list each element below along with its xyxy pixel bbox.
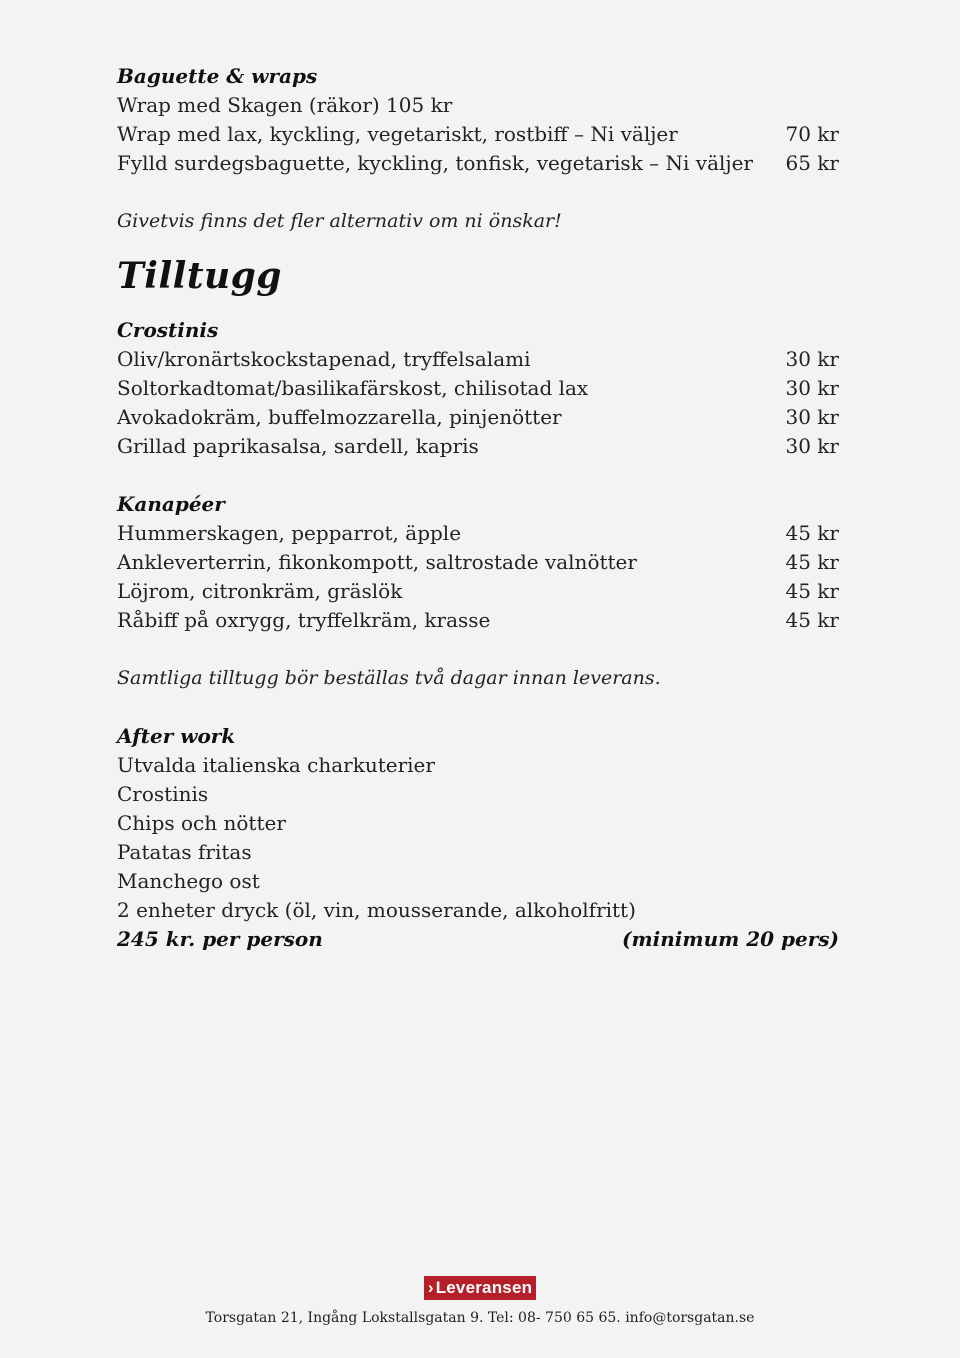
item-price: 45 kr bbox=[785, 521, 839, 545]
item-name: Oliv/kronärtskockstapenad, tryffelsalami bbox=[117, 347, 531, 371]
menu-item bbox=[117, 606, 839, 635]
leveransen-logo bbox=[424, 1276, 536, 1300]
afterwork-minimum: (minimum 20 pers) bbox=[622, 927, 839, 951]
item-name: Soltorkadtomat/basilikafärskost, chilisotad lax bbox=[117, 376, 589, 400]
list-item bbox=[117, 809, 839, 838]
item-name: Wrap med Skagen (räkor) 105 kr bbox=[117, 93, 453, 117]
item-name: Fylld surdegsbaguette, kyckling, tonfisk, vegetarisk – Ni väljer bbox=[117, 151, 753, 175]
footer-address: Torsgatan 21, Ingång Lokstallsgatan 9. Tel: 08- 750 65 65. info@torsgatan.se bbox=[205, 1310, 755, 1326]
item-name: Manchego ost bbox=[117, 869, 260, 893]
menu-item bbox=[117, 519, 839, 548]
list-item bbox=[117, 867, 839, 896]
item-price: 30 kr bbox=[785, 405, 839, 429]
menu-item bbox=[117, 432, 839, 461]
item-name: Löjrom, citronkräm, gräslök bbox=[117, 579, 403, 603]
menu-item bbox=[117, 120, 839, 149]
menu-item bbox=[117, 345, 839, 374]
menu-item bbox=[117, 577, 839, 606]
arrow-icon: › bbox=[427, 1278, 434, 1297]
item-price: 65 kr bbox=[785, 151, 839, 175]
afterwork-heading: After work bbox=[117, 724, 236, 748]
crostinis-heading: Crostinis bbox=[117, 318, 219, 342]
item-name: Chips och nötter bbox=[117, 811, 286, 835]
item-name: Avokadokräm, buffelmozzarella, pinjenötter bbox=[117, 405, 562, 429]
item-name: 2 enheter dryck (öl, vin, mousserande, alkoholfritt) bbox=[117, 898, 636, 922]
list-item bbox=[117, 751, 839, 780]
item-price: 70 kr bbox=[785, 122, 839, 146]
baguette-note: Givetvis finns det fler alternativ om ni önskar! bbox=[117, 210, 562, 232]
item-name: Hummerskagen, pepparrot, äpple bbox=[117, 521, 462, 545]
menu-item bbox=[117, 149, 839, 178]
item-name: Patatas fritas bbox=[117, 840, 252, 864]
kanapeer-note: Samtliga tilltugg bör beställas två dagar innan leverans. bbox=[117, 667, 661, 689]
menu-item bbox=[117, 403, 839, 432]
item-price: 45 kr bbox=[785, 550, 839, 574]
menu-item bbox=[117, 91, 839, 120]
list-item bbox=[117, 838, 839, 867]
menu-page bbox=[117, 62, 839, 954]
item-name: Utvalda italienska charkuterier bbox=[117, 753, 435, 777]
item-name: Wrap med lax, kyckling, vegetariskt, rostbiff – Ni väljer bbox=[117, 122, 678, 146]
kanapeer-heading: Kanapéer bbox=[117, 492, 225, 516]
item-name: Råbiff på oxrygg, tryffelkräm, krasse bbox=[117, 608, 491, 632]
afterwork-price: 245 kr. per person bbox=[117, 927, 323, 951]
list-item bbox=[117, 896, 839, 925]
item-name: Crostinis bbox=[117, 782, 209, 806]
item-price: 30 kr bbox=[785, 347, 839, 371]
logo-text: Leveransen bbox=[435, 1278, 533, 1297]
menu-item bbox=[117, 548, 839, 577]
item-name: Ankleverterrin, fikonkompott, saltrostade valnötter bbox=[117, 550, 637, 574]
page-title: Tilltugg bbox=[117, 255, 282, 297]
item-price: 30 kr bbox=[785, 434, 839, 458]
item-price: 30 kr bbox=[785, 376, 839, 400]
menu-item bbox=[117, 374, 839, 403]
item-name: Grillad paprikasalsa, sardell, kapris bbox=[117, 434, 479, 458]
item-price: 45 kr bbox=[785, 608, 839, 632]
list-item bbox=[117, 780, 839, 809]
item-price: 45 kr bbox=[785, 579, 839, 603]
baguette-heading: Baguette & wraps bbox=[117, 64, 318, 88]
footer-logo-area bbox=[0, 1276, 960, 1300]
afterwork-price-line bbox=[117, 925, 839, 954]
